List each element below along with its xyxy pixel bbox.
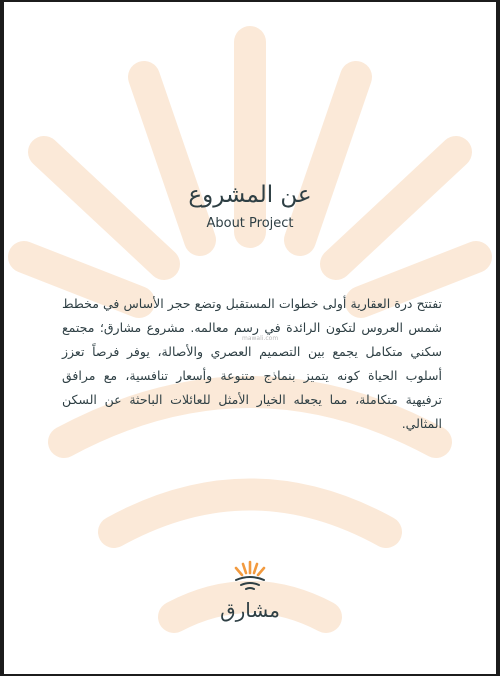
project-description — [62, 292, 442, 436]
mashariq-logo-icon — [230, 558, 270, 592]
page-title-arabic: عن المشروع — [188, 182, 312, 208]
brand-name: مشارق — [220, 598, 280, 622]
watermark-arc-2 — [114, 495, 386, 533]
description-paragraph: تفتتح درة العقارية أولى خطوات المستقبل وتضع حجر الأساس في مخطط شمس العروس لتكون الرائدة في رسم معالمه. مشروع مشارق؛ مجتمع سكني متكامل يجمع بين التصميم العصري والأصالة، يوفر فرصاً تعزز أسلوب الحياة كونه يتميز بنماذج متنوعة وأسعار تنافسية، مع مرافق ترفيهية متكاملة، مما يجعله الخيار الأمثل للعائلات الباحثة عن السكن المثالي. — [62, 296, 442, 431]
watermark-ray-right-2 — [336, 152, 456, 264]
source-stamp: mawali.com — [242, 335, 279, 342]
watermark-ray-left-2 — [44, 152, 164, 264]
document-page — [4, 2, 496, 674]
page-title-english: About Project — [206, 216, 294, 231]
